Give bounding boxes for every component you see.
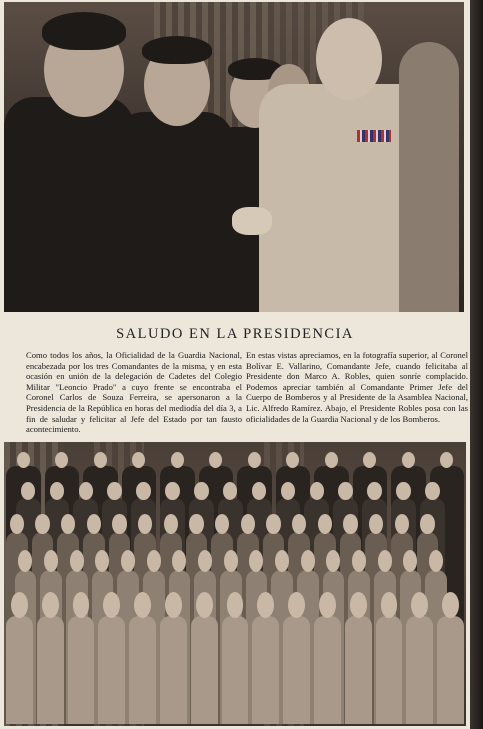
person-head (79, 482, 93, 500)
officer-hair (42, 12, 126, 50)
person-head (189, 514, 203, 534)
page-edge (470, 0, 483, 729)
person-head (17, 452, 30, 468)
person-head (121, 550, 135, 572)
person-figure (252, 616, 279, 724)
person-figure (222, 616, 249, 724)
person-head (318, 514, 332, 534)
person-head (442, 592, 459, 618)
person-head (425, 482, 439, 500)
person-head (134, 592, 151, 618)
person-head (171, 452, 184, 468)
person-figure (345, 616, 372, 724)
person-figure (6, 616, 33, 724)
article-title: SALUDO EN LA PRESIDENCIA (116, 326, 354, 342)
man-hair (142, 36, 212, 64)
person-head (10, 514, 24, 534)
person-head (281, 482, 295, 500)
person-head (266, 514, 280, 534)
person-figure (68, 616, 95, 724)
article-column-left: Como todos los años, la Oficialidad de la Guardia Nacional, encabezada por los tres Comandantes de la misma, y en esta ocasión en unión de la delegación de Cadetes del Colegio Militar "Leoncio Prado" a cuyo frente se encontraba el Coronel Carlos de Souza Ferreira, se apersonaron a la Presidencia de la República en horas del mediodía del día 3, a fin de saludar y felicitar al Jefe del Estado por tan fausto acontecimiento. (26, 350, 242, 435)
uniformed-officer-head (316, 18, 382, 100)
person-head (224, 550, 238, 572)
person-head (70, 550, 84, 572)
person-head (87, 514, 101, 534)
person-head (350, 592, 367, 618)
background-figure (399, 42, 459, 312)
person-head (194, 482, 208, 500)
person-head (343, 514, 357, 534)
person-figure (376, 616, 403, 724)
person-figure (283, 616, 310, 724)
person-head (338, 482, 352, 500)
person-head (248, 452, 261, 468)
person-head (107, 482, 121, 500)
medal-ribbons (357, 130, 391, 142)
person-head (325, 452, 338, 468)
person-head (112, 514, 126, 534)
person-head (288, 592, 305, 618)
person-head (301, 550, 315, 572)
person-head (35, 514, 49, 534)
person-head (310, 482, 324, 500)
person-head (165, 592, 182, 618)
person-head (136, 482, 150, 500)
person-head (241, 514, 255, 534)
person-figure (406, 616, 433, 724)
person-head (402, 452, 415, 468)
person-head (196, 592, 213, 618)
person-figure (129, 616, 156, 724)
person-head (44, 550, 58, 572)
person-head (275, 550, 289, 572)
person-head (94, 452, 107, 468)
person-head (164, 514, 178, 534)
person-figure (314, 616, 341, 724)
person-head (147, 550, 161, 572)
group-photo (4, 442, 466, 726)
person-figure (160, 616, 187, 724)
person-head (198, 550, 212, 572)
person-head (420, 514, 434, 534)
person-head (165, 482, 179, 500)
person-head (11, 592, 28, 618)
handshake-photo (4, 2, 464, 312)
person-head (352, 550, 366, 572)
person-figure (98, 616, 125, 724)
person-head (378, 550, 392, 572)
person-head (429, 550, 443, 572)
person-head (395, 514, 409, 534)
person-head (319, 592, 336, 618)
person-head (42, 592, 59, 618)
person-figure (437, 616, 464, 724)
handshake (232, 207, 272, 235)
person-head (367, 482, 381, 500)
person-head (396, 482, 410, 500)
person-figure (191, 616, 218, 724)
person-head (50, 482, 64, 500)
person-figure (37, 616, 64, 724)
article-column-right: En estas vistas apreciamos, en la fotografía superior, al Coronel Bolívar E. Vallarino, Comandante Jefe, cuando felicitaba al Presidente don Marco A. Robles, quien sonríe complacido. Podemos apreciar también al Comandante Primer Jefe del Cuerpo de Bomberos y al Presidente de la Asamblea Nacional, Lic. Alfredo Ramírez. Abajo, el Presidente Robles posa con las oficialidades de la Guardia Nacional y de los Bomberos. (246, 350, 468, 424)
